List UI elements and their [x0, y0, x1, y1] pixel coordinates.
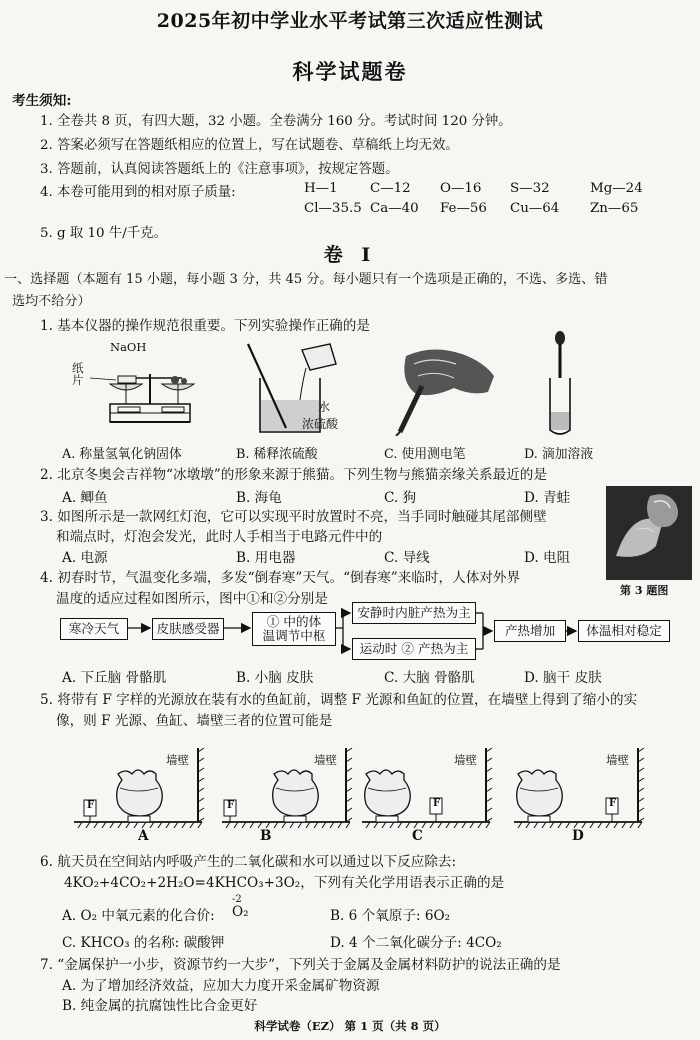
- q7-stem: 7. “金属保护一小步，资源节约一大步”，下列关于金属及金属材料防护的说法正确的是: [40, 957, 561, 973]
- flow-heat-increase: 产热增加: [494, 620, 566, 642]
- q1-figure-hand-tester: [392, 336, 502, 436]
- q6-option-a-formula: O₂: [232, 904, 249, 920]
- notice-heading: 考生须知:: [12, 93, 72, 109]
- flow-exercise-heat: 运动时 ② 产热为主: [352, 638, 476, 660]
- q5-source-d: F: [609, 798, 617, 809]
- q2-option-b: B. 海龟: [236, 490, 282, 506]
- mass-zn: Zn—65: [590, 201, 639, 216]
- mass-c: C—12: [370, 181, 411, 196]
- q1-label-paper: 纸片: [72, 361, 84, 388]
- q2-stem: 2. 北京冬奥会吉祥物“冰墩墩”的形象来源于熊猫。下列生物与熊猫亲缘关系最近的是: [40, 467, 547, 483]
- q6-stem: 6. 航天员在空间站内呼吸产生的二氧化碳和水可以通过以下反应除去:: [40, 854, 457, 870]
- mass-o: O—16: [440, 181, 482, 196]
- q3-option-b: B. 用电器: [236, 550, 296, 566]
- q6-option-b: B. 6 个氧原子: 6O₂: [330, 908, 451, 924]
- q5-wall-label-a: 墙壁: [166, 753, 189, 767]
- mass-ca: Ca—40: [370, 201, 419, 216]
- section-instruction: 一、选择题（本题有 15 小题，每小题 3 分，共 45 分。每小题只有一个选项是正确的，不选、多选、错: [4, 272, 608, 287]
- q3-stem-line1: 3. 如图所示是一款网红灯泡，它可以实现平时放置时不亮，当手同时触碰其尾部侧壁: [40, 509, 547, 525]
- q6-equation: 4KO₂+4CO₂+2H₂O=4KHCO₃+3O₂，下列有关化学用语表示正确的是: [64, 875, 505, 891]
- q1-option-b: B. 稀释浓硫酸: [236, 447, 318, 462]
- mass-cu: Cu—64: [510, 201, 560, 216]
- notice-item-3: 3. 答题前，认真阅读答题纸上的《注意事项》，按规定答题。: [40, 162, 399, 177]
- q5-figure-c: [362, 744, 502, 840]
- flow-rest-heat: 安静时内脏产热为主: [352, 602, 476, 624]
- q5-figure-a: [74, 744, 214, 840]
- q3-figure-bulb-photo: [606, 486, 692, 580]
- q1-option-a: A. 称量氢氧化钠固体: [62, 447, 182, 462]
- q5-wall-label-d: 墙壁: [606, 753, 629, 767]
- flow-center-line2: 温调节中枢: [262, 628, 326, 643]
- q6-option-c: C. KHCO₃ 的名称: 碳酸钾: [62, 935, 225, 951]
- flow-skin-receptor: 皮肤感受器: [152, 618, 224, 640]
- q6-option-a-valence: -2: [232, 894, 242, 905]
- notice-item-1: 1. 全卷共 8 页，有四大题，32 小题。全卷满分 160 分。考试时间 120 分钟。: [40, 114, 512, 129]
- flow-cold-weather: 寒冷天气: [60, 618, 128, 640]
- q4-option-d: D. 脑干 皮肤: [524, 670, 602, 686]
- q5-source-a: F: [87, 800, 95, 811]
- exam-title: 2025年初中学业水平考试第三次适应性测试: [156, 10, 544, 32]
- page-footer: 科学试卷（EZ） 第 1 页（共 8 页）: [254, 1019, 446, 1033]
- q4-stem-line2: 温度的适应过程如图所示，图中①和②分别是: [56, 591, 328, 607]
- q7-option-b: B. 纯金属的抗腐蚀性比合金更好: [62, 998, 258, 1014]
- notice-item-4: 4. 本卷可能用到的相对原子质量:: [40, 185, 236, 200]
- q1-figure-dropper: [540, 330, 580, 438]
- mass-cl: Cl—35.5: [304, 201, 362, 216]
- q4-option-b: B. 小脑 皮肤: [236, 670, 314, 686]
- notice-item-2: 2. 答案必须写在答题纸相应的位置上，写在试题卷、草稿纸上均无效。: [40, 138, 459, 153]
- q5-letter-a: A: [138, 828, 149, 844]
- q2-option-d: D. 青蛙: [524, 490, 571, 506]
- paper-subtitle: 科学试题卷: [292, 59, 408, 84]
- section-instruction-cont: 选均不给分）: [12, 294, 91, 309]
- q1-label-acid: 浓硫酸: [302, 417, 339, 431]
- section-title: 卷 Ⅰ: [323, 244, 377, 266]
- q4-stem-line1: 4. 初春时节，气温变化多端，多发“倒春寒”天气。“倒春寒”来临时，人体对外界: [40, 570, 521, 586]
- q5-letter-c: C: [412, 828, 423, 844]
- flow-regulation-center: [252, 612, 336, 646]
- mass-mg: Mg—24: [590, 181, 643, 196]
- q5-figure-d: [514, 744, 654, 840]
- q6-option-a: A. O₂ 中氧元素的化合价:: [62, 908, 215, 924]
- q5-wall-label-c: 墙壁: [454, 753, 477, 767]
- q3-option-d: D. 电阻: [524, 550, 571, 566]
- q3-figure-caption: 第 3 题图: [620, 584, 669, 597]
- q1-stem: 1. 基本仪器的操作规范很重要。下列实验操作正确的是: [40, 318, 370, 334]
- mass-h: H—1: [304, 181, 338, 196]
- q3-stem-line2: 和端点时，灯泡会发光，此时人手相当于电路元件中的: [56, 529, 383, 545]
- q5-source-c: F: [433, 798, 441, 809]
- q5-stem-line2: 像，则 F 光源、鱼缸、墙壁三者的位置可能是: [56, 713, 333, 729]
- q4-option-c: C. 大脑 骨骼肌: [384, 670, 475, 686]
- mass-s: S—32: [510, 181, 550, 196]
- q4-option-a: A. 下丘脑 骨骼肌: [62, 670, 167, 686]
- mass-fe: Fe—56: [440, 201, 487, 216]
- q2-option-c: C. 狗: [384, 490, 417, 506]
- q5-wall-label-b: 墙壁: [314, 753, 337, 767]
- q1-option-d: D. 滴加溶液: [524, 447, 594, 462]
- q5-letter-d: D: [572, 828, 584, 844]
- q5-letter-b: B: [260, 828, 272, 844]
- q5-stem-line1: 5. 将带有 F 字样的光源放在装有水的鱼缸前，调整 F 光源和鱼缸的位置，在墙壁上得到了缩小的实: [40, 692, 638, 708]
- q3-option-a: A. 电源: [62, 550, 108, 566]
- notice-item-5: 5. g 取 10 牛/千克。: [40, 226, 167, 241]
- q1-label-naoh: NaOH: [110, 340, 147, 354]
- q2-option-a: A. 鲫鱼: [62, 490, 108, 506]
- flow-center-line1: ① 中的体: [266, 613, 322, 629]
- q3-option-c: C. 导线: [384, 550, 430, 566]
- q1-label-water: 水: [318, 400, 331, 414]
- q7-option-a: A. 为了增加经济效益，应加大力度开采金属矿物资源: [62, 978, 380, 994]
- q5-source-b: F: [227, 800, 235, 811]
- flow-temp-stable: 体温相对稳定: [578, 620, 670, 642]
- q1-option-c: C. 使用测电笔: [384, 447, 466, 462]
- q6-option-d: D. 4 个二氧化碳分子: 4CO₂: [330, 935, 502, 951]
- q5-figure-b: [222, 744, 362, 840]
